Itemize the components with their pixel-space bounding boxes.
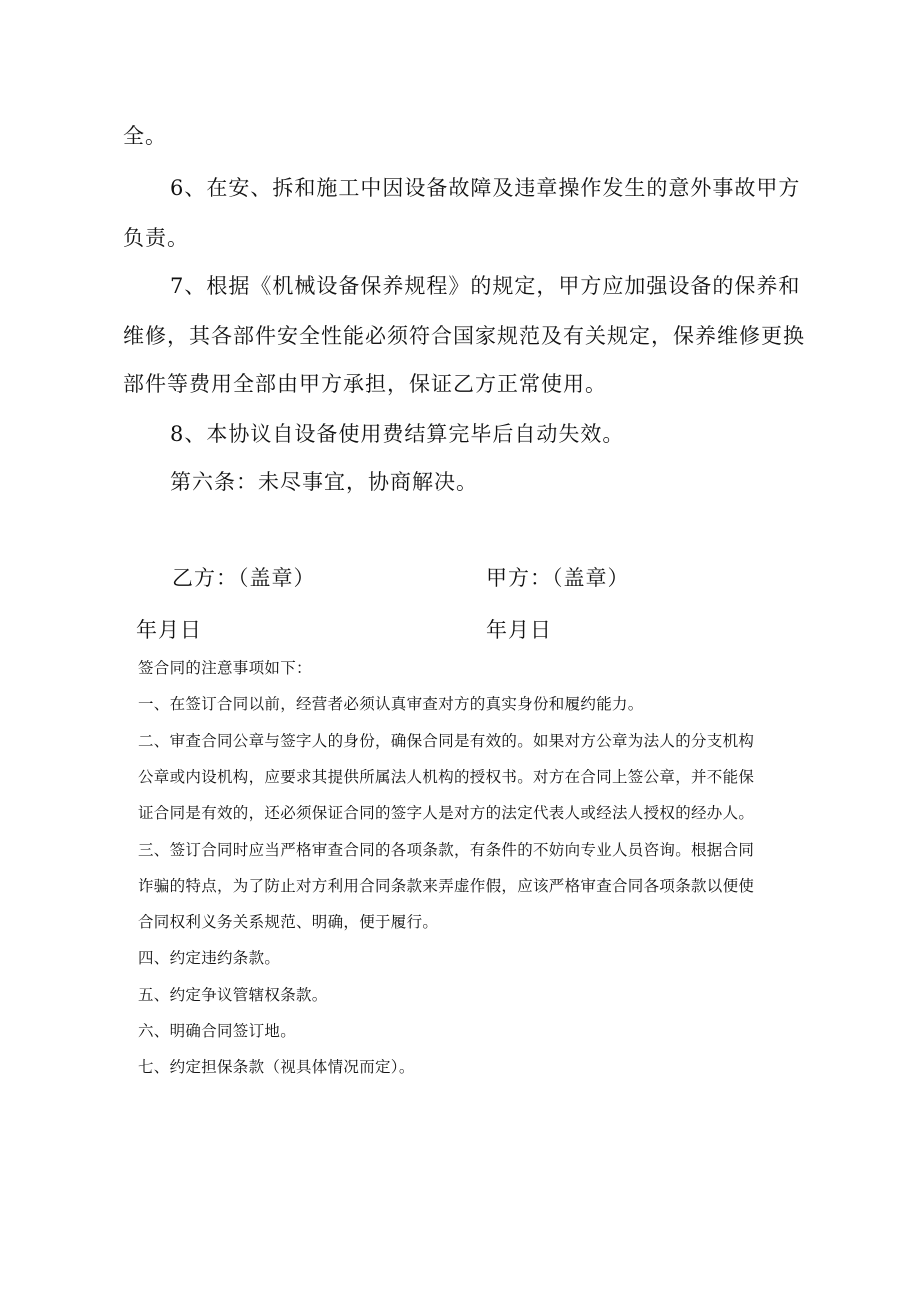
party-a-date: 年月日 <box>486 618 552 642</box>
clause-6-line-2: 负责。 <box>123 226 189 250</box>
clause-7-line-2: 维修，其各部件安全性能必须符合国家规范及有关规定，保养维修更换 <box>123 324 805 348</box>
clause-7-line-3: 部件等费用全部由甲方承担，保证乙方正常使用。 <box>123 372 607 396</box>
party-a-seal: 甲方：（盖章） <box>486 566 630 590</box>
note-3-line-3: 合同权利义务关系规范、明确，便于履行。 <box>138 913 439 931</box>
note-2-line-3: 证合同是有效的，还必须保证合同的签字人是对方的法定代表人或经法人授权的经办人。 <box>138 804 755 822</box>
note-7: 七、约定担保条款（视具体情况而定）。 <box>138 1058 415 1076</box>
clause-8: 8、本协议自设备使用费结算完毕后自动失效。 <box>170 422 625 446</box>
article-6: 第六条：未尽事宜，协商解决。 <box>170 470 478 494</box>
note-4: 四、约定违约条款。 <box>138 949 281 967</box>
clause-6-line-1: 6、在安、拆和施工中因设备故障及违章操作发生的意外事故甲方 <box>170 176 801 200</box>
note-2-line-2: 公章或内设机构，应要求其提供所属法人机构的授权书。对方在合同上签公章，并不能保 <box>138 768 755 786</box>
note-2-line-1: 二、审查合同公章与签字人的身份，确保合同是有效的。如果对方公章为法人的分支机构 <box>138 732 755 750</box>
notes-title: 签合同的注意事项如下： <box>138 659 312 677</box>
note-1: 一、在签订合同以前，经营者必须认真审查对方的真实身份和履约能力。 <box>138 695 644 713</box>
paragraph-continuation: 全。 <box>123 124 167 148</box>
party-b-seal: 乙方：（盖章） <box>172 566 316 590</box>
note-6: 六、明确合同签订地。 <box>138 1022 297 1040</box>
note-5: 五、约定争议管辖权条款。 <box>138 986 328 1004</box>
clause-7-line-1: 7、根据《机械设备保养规程》的规定，甲方应加强设备的保养和 <box>170 274 801 298</box>
note-3-line-2: 诈骗的特点，为了防止对方利用合同条款来弄虚作假，应该严格审查合同各项条款以便使 <box>138 877 755 895</box>
note-3-line-1: 三、签订合同时应当严格审查合同的各项条款，有条件的不妨向专业人员咨询。根据合同 <box>138 841 755 859</box>
party-b-date: 年月日 <box>136 618 202 642</box>
